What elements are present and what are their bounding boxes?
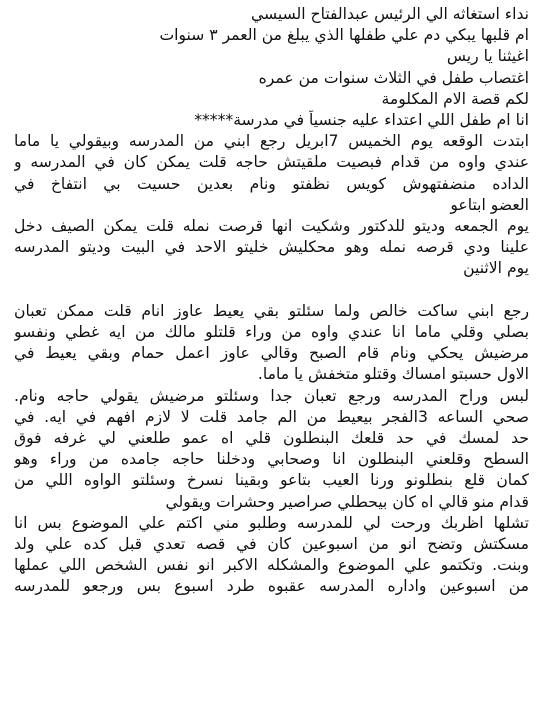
blank-line: [14, 280, 529, 301]
text-line: صحي الساعه 3الفجر بيعيط من الم جامد قلت لا لازم افهم في ايه. في: [14, 407, 529, 426]
text-line: وبنت. وتكتمو علي الموضوع والمشكله الاكبر انو نفس الشخص اللي عملها: [14, 556, 529, 575]
text-line: حد لمسك في حد قلعك البنطلون قلي اه عمو طلعني لي غرفه فوق: [14, 429, 529, 448]
text-line: يوم الجمعه وديتو للدكتور وشكيت انها قرصت نمله قلت يمكن الصيف دخل: [14, 217, 529, 236]
text-line: اغيثنا يا ريس: [446, 47, 529, 66]
text-line: الداده منضفتهوش كويس نظفتو ونام بعدين حسيت بي انتفاخ في: [14, 174, 529, 193]
text-line: السطح وقلعني البنطلون انا وصحابي ودخلنا حاجه جامده من وراء وهو: [14, 450, 529, 469]
text-line: ام قلبها يبكي دم علي طفلها الذي يبلغ من العمر ٣ سنوات: [159, 26, 529, 45]
text-line: العضو ابتاعو: [450, 195, 529, 214]
text-line: علينا ودي قرصه نمله وهو محكليش خليتو الاحد في البيت وديتو المدرسه: [14, 238, 529, 257]
text-line: لكم قصة الام المكلومة: [381, 89, 529, 108]
text-line: عندي واوه من قدام فبصيت ملقيتش حاجه قلت يمكن كان في المدرسه و: [14, 153, 529, 172]
text-line: تشلها اظربك ورحت لي للمدرسه وطلبو مني اكتم علي الموضوع بس انا: [14, 513, 529, 532]
text-line: من اسبوعين واداره المدرسه عقبوه طرد اسبوع بس ورجعو للمدرسه: [14, 577, 529, 596]
text-line: كمان قلع بنطلونو ورنا العيب بتاعو وبقينا نسرخ وسئلتو الواوه اللي من: [14, 471, 529, 490]
text-line: اغتصاب طفل في الثلاث سنوات من عمره: [258, 68, 529, 87]
text-line: انا ام طفل اللي اعتداء عليه جنسياً في مدرسة*****: [194, 111, 529, 130]
text-line: يوم الاثنين: [463, 259, 529, 278]
text-line: مسكتش وتضح انو من اسبوعين كان في قصه تعدي قبل كده علي ولد: [14, 535, 529, 554]
text-line: بصلي وقلي ماما انا عندي واوه من وراء قلتلو مالك من ايه غطي ونفسو: [14, 323, 529, 342]
text-line: نداء استغاثه الي الرئيس عبدالفتاح السيسي: [250, 5, 529, 23]
text-line: الاول حسبتو امساك وقتلو متخفش يا ماما.: [257, 365, 529, 384]
text-line: لبس وراح المدرسه ورجع تعبان جدا وسئلتو مرضيش يقولي حاجه ونام.: [14, 386, 529, 405]
text-line: قدام منو قالي اه كان بيحطلي صراصير وحشرات ويقولي: [165, 492, 529, 511]
text-line: ابتدت الوقعه يوم الخميس 7ابريل رجع ابني من المدرسه وبيقولي يا ماما: [14, 132, 529, 151]
text-line: مرضيش يحكي ونام قام الصبح وقالي عاوز اعمل حمام وبقي يعيط في: [14, 344, 529, 363]
text-line: رجع ابني ساكت خالص ولما سئلتو بقي يعيط عاوز انام قلت ممكن تعبان: [14, 301, 529, 320]
